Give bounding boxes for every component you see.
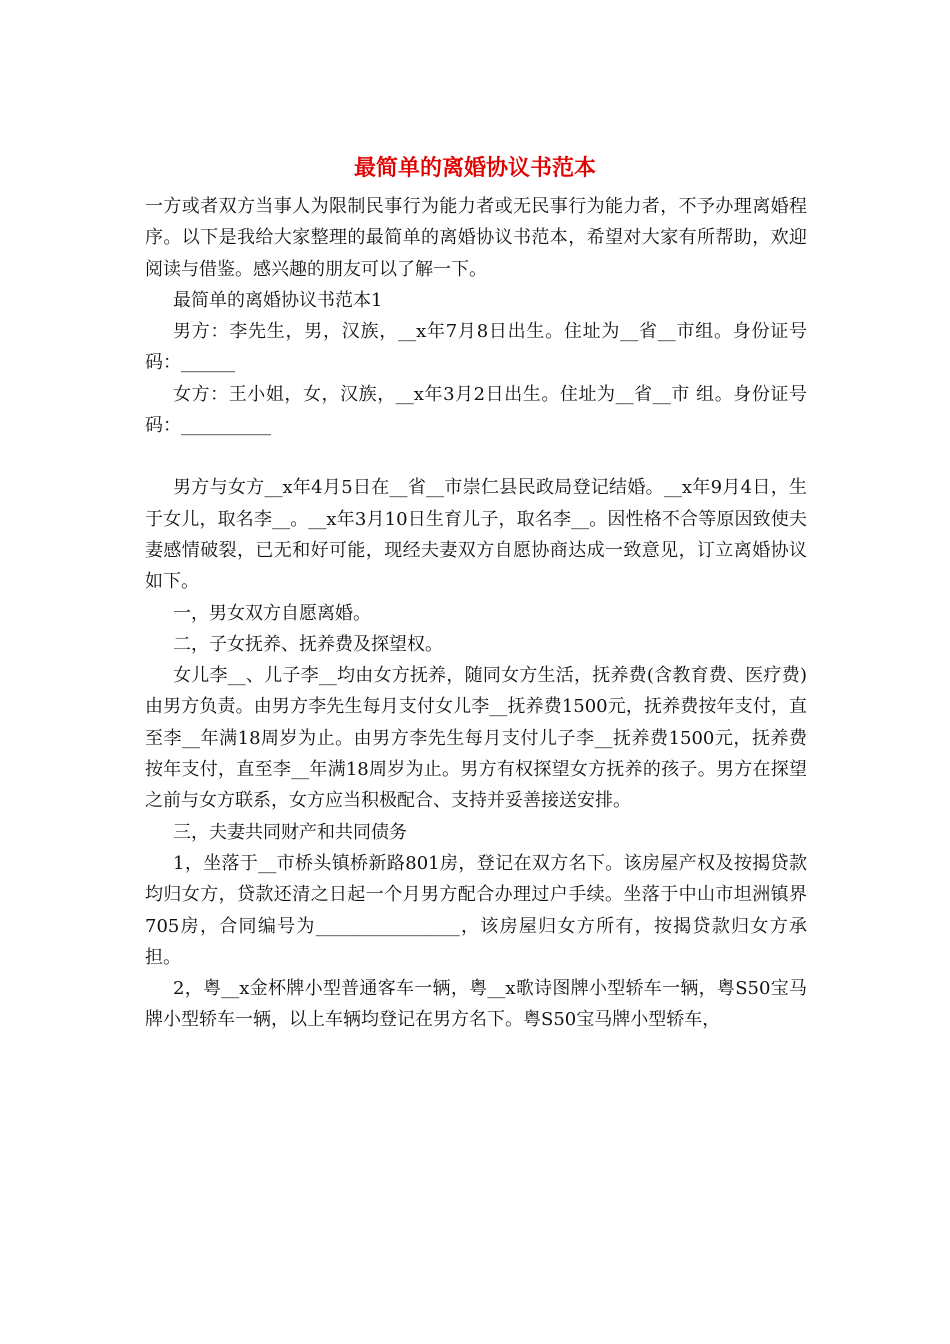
custody-paragraph: 女儿李__、儿子李__均由女方抚养，随同女方生活，抚养费(含教育费、医疗费)由男方负责。由男方李先生每月支付女儿李__抚养费1500元，抚养费按年支付，直至李__年满18周岁为止。由男方李先生每月支付儿子李__抚养费1500元，抚养费按年支付，直至李__年满18周岁为止。男方有权探望女方抚养的孩子。男方在探望之前与女方联系，女方应当积极配合、支持并妥善接送安排。 <box>145 665 807 812</box>
clause-1-heading: 一，男女双方自愿离婚。 <box>173 602 371 624</box>
blank-line <box>145 441 807 472</box>
intro-paragraph: 一方或者双方当事人为限制民事行为能力者或无民事行为能力者，不予办理离婚程序。以下是我给大家整理的最简单的离婚协议书范本，希望对大家有所帮助，欢迎阅读与借鉴。感兴趣的朋友可以了解一下。 <box>145 196 807 280</box>
clause-2-heading: 二，子女抚养、抚养费及探望权。 <box>173 633 443 655</box>
male-party-paragraph: 男方：李先生，男，汉族，__x年7月8日出生。住址为__省__市组。身份证号码：______ <box>145 321 807 374</box>
section-subtitle: 最简单的离婚协议书范本1 <box>173 289 383 311</box>
clause-3-heading: 三，夫妻共同财产和共同债务 <box>173 821 407 843</box>
property-2-paragraph: 2，粤__x金杯牌小型普通客车一辆，粤__x歌诗图牌小型轿车一辆，粤S50宝马牌小型轿车一辆，以上车辆均登记在男方名下。粤S50宝马牌小型轿车， <box>145 978 807 1031</box>
property-1-paragraph: 1，坐落于__市桥头镇桥新路801房，登记在双方名下。该房屋产权及按揭贷款均归女方，贷款还清之日起一个月男方配合办理过户手续。坐落于中山市坦洲镇界705房，合同编号为________________，该房屋归女方所有，按揭贷款归女方承担。 <box>145 852 807 968</box>
document-title: 最简单的离婚协议书范本 <box>353 155 596 181</box>
female-party-paragraph: 女方：王小姐，女，汉族，__x年3月2日出生。住址为__省__市 组。身份证号码：__________ <box>145 383 807 437</box>
marriage-paragraph: 男方与女方__x年4月5日在__省__市崇仁县民政局登记结婚。__x年9月4日，生于女儿，取名李__。__x年3月10日生育儿子，取名李__。因性格不合等原因致使夫妻感情破裂，已无和好可能，现经夫妻双方自愿协商达成一致意见，订立离婚协议如下。 <box>145 477 807 593</box>
document-body <box>145 191 807 1036</box>
